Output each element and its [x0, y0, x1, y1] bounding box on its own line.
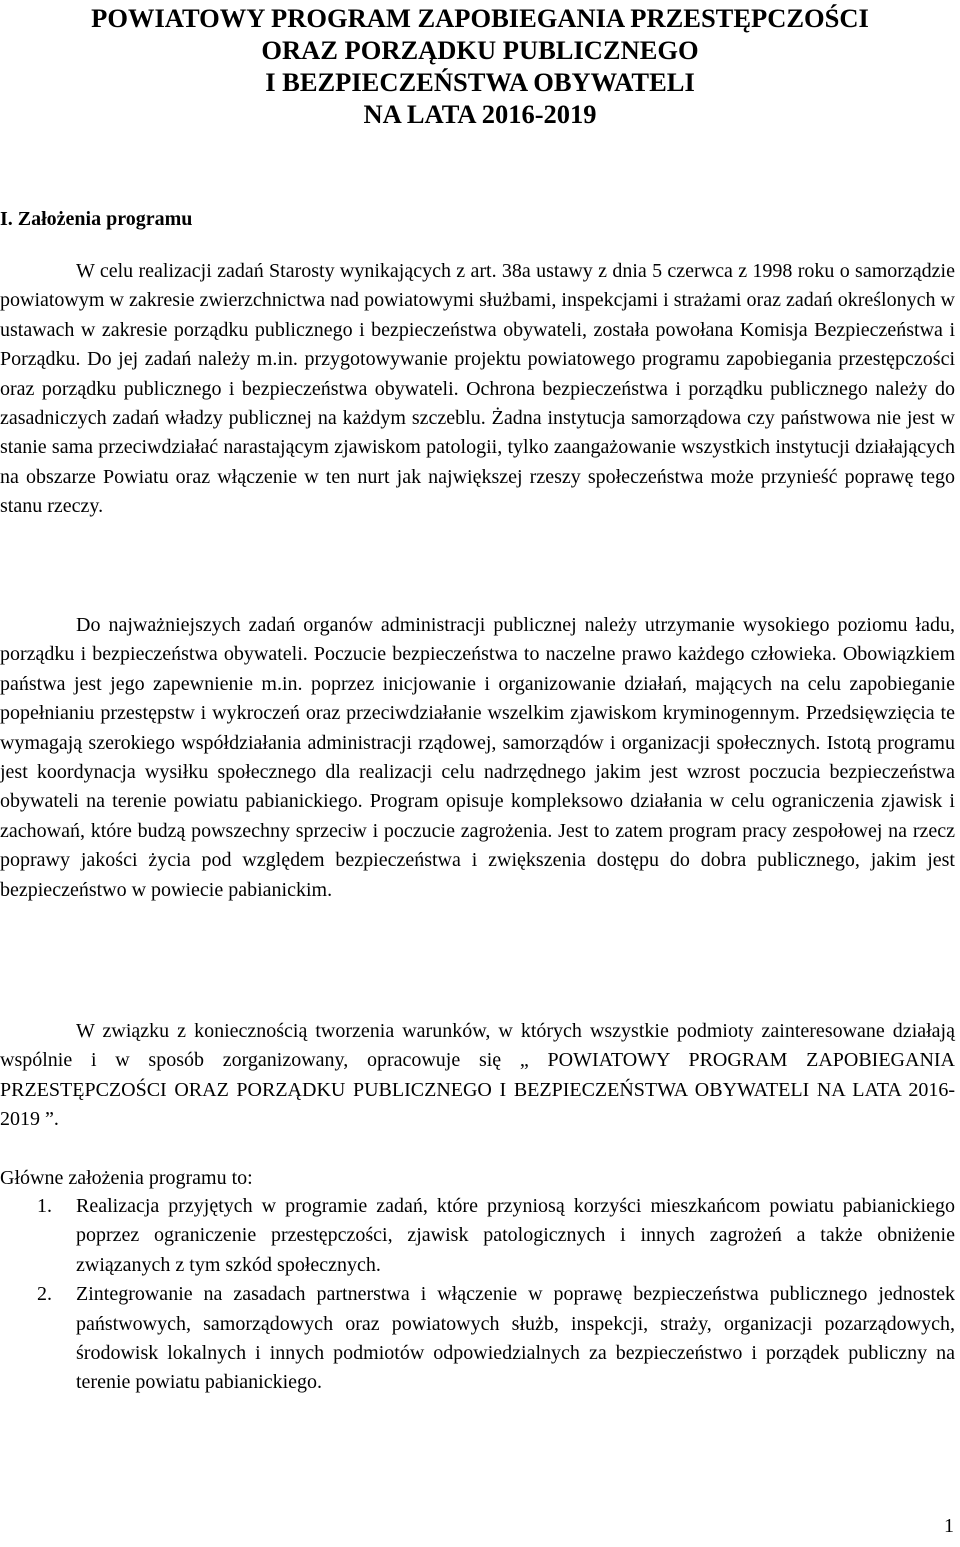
section-heading: I. Założenia programu	[0, 208, 193, 230]
paragraph-1: W celu realizacji zadań Starosty wynikających z art. 38a ustawy z dnia 5 czerwca z 1998 roku o samorządzie powiatowym w zakresie zwierzchnictwa nad powiatowymi służbami, inspekcjami i strażami oraz zadań określonych w ustawach w zakresie porządku publicznego i bezpieczeństwa obywateli, została powołana Komisja Bezpieczeństwa i Porządku. Do jej zadań należy m.in. przygotowywanie projektu powiatowego programu zapobiegania przestępczości oraz porządku publicznego i bezpieczeństwa obywateli. Ochrona bezpieczeństwa i porządku publicznego należy do zasadniczych zadań władzy publicznej na każdym szczeblu. Żadna instytucja samorządowa czy państwowa nie jest w stanie sama przeciwdziałać narastającym zjawiskom patologii, tylko zaangażowanie wszystkich instytucji działających na obszarze Powiatu oraz włączenie w ten nurt jak największej rzeszy społeczeństwa może przynieść poprawę tego stanu rzeczy.	[0, 260, 955, 518]
list-item-number: 1.	[37, 1195, 52, 1217]
list-item-text: Zintegrowanie na zasadach partnerstwa i włączenie w poprawę bezpieczeństwa publicznego jednostek państwowych, samorządowych oraz powiatowych służb, inspekcji, straży, organizacji pozarządowych, środowisk lokalnych i innych podmiotów odpowiedzialnych za bezpieczeństwo i porządek publiczny na terenie powiatu pabianickiego.	[76, 1283, 955, 1394]
page-number: 1	[944, 1515, 954, 1537]
list-intro: Główne założenia programu to:	[0, 1167, 253, 1189]
title-line-3: I BEZPIECZEŃSTWA OBYWATELI	[265, 67, 695, 97]
document-title	[0, 2, 960, 130]
paragraph-3: W związku z koniecznością tworzenia warunków, w których wszystkie podmioty zainteresowane działają wspólnie i w sposób zorganizowany, opracowuje się „ POWIATOWY PROGRAM ZAPOBIEGANIA PRZESTĘPCZOŚCI ORAZ PORZĄDKU PUBLICZNEGO I BEZPIECZEŃSTWA OBYWATELI NA LATA 2016-2019 ”.	[0, 1020, 955, 1131]
goals-list	[0, 1192, 955, 1398]
list-item-number: 2.	[37, 1283, 52, 1306]
title-line-2: ORAZ PORZĄDKU PUBLICZNEGO	[261, 35, 699, 65]
title-line-1: POWIATOWY PROGRAM ZAPOBIEGANIA PRZESTĘPCZOŚCI	[91, 3, 869, 33]
list-item	[0, 1280, 955, 1398]
paragraph-2: Do najważniejszych zadań organów administracji publicznej należy utrzymanie wysokiego poziomu ładu, porządku i bezpieczeństwa obywateli. Poczucie bezpieczeństwa to naczelne prawo każdego człowieka. Obowiązkiem państwa jest jego zapewnienie m.in. poprzez inicjowanie i organizowanie działań, mających na celu zapobieganie popełnianiu przestępstw i wykroczeń oraz przeciwdziałanie wszelkim zjawiskom kryminogennym. Przedsięwzięcia te wymagają szerokiego współdziałania administracji rządowej, samorządów i organizacji społecznych. Istotą programu jest koordynacja wysiłku społecznego dla realizacji celu nadrzędnego jakim jest wzrost poczucia bezpieczeństwa obywateli na terenie powiatu pabianickiego. Program opisuje kompleksowo działania w celu ograniczenia zjawisk i zachowań, które budzą powszechny sprzeciw i poczucie zagrożenia. Jest to zatem program pracy zespołowej na rzecz poprawy jakości życia pod względem bezpieczeństwa i zwiększenia dostępu do dobra publicznego, jakim jest bezpieczeństwo w powiecie pabianickim.	[0, 614, 955, 901]
list-item-text: Realizacja przyjętych w programie zadań, które przyniosą korzyści mieszkańcom powiatu pabianickiego poprzez ograniczenie przestępczości, zjawisk patologicznych i innych zagrożeń a także obniżenie związanych z tym szkód społecznych.	[76, 1195, 955, 1276]
list-item	[0, 1192, 955, 1280]
title-line-4: NA LATA 2016-2019	[363, 99, 597, 129]
